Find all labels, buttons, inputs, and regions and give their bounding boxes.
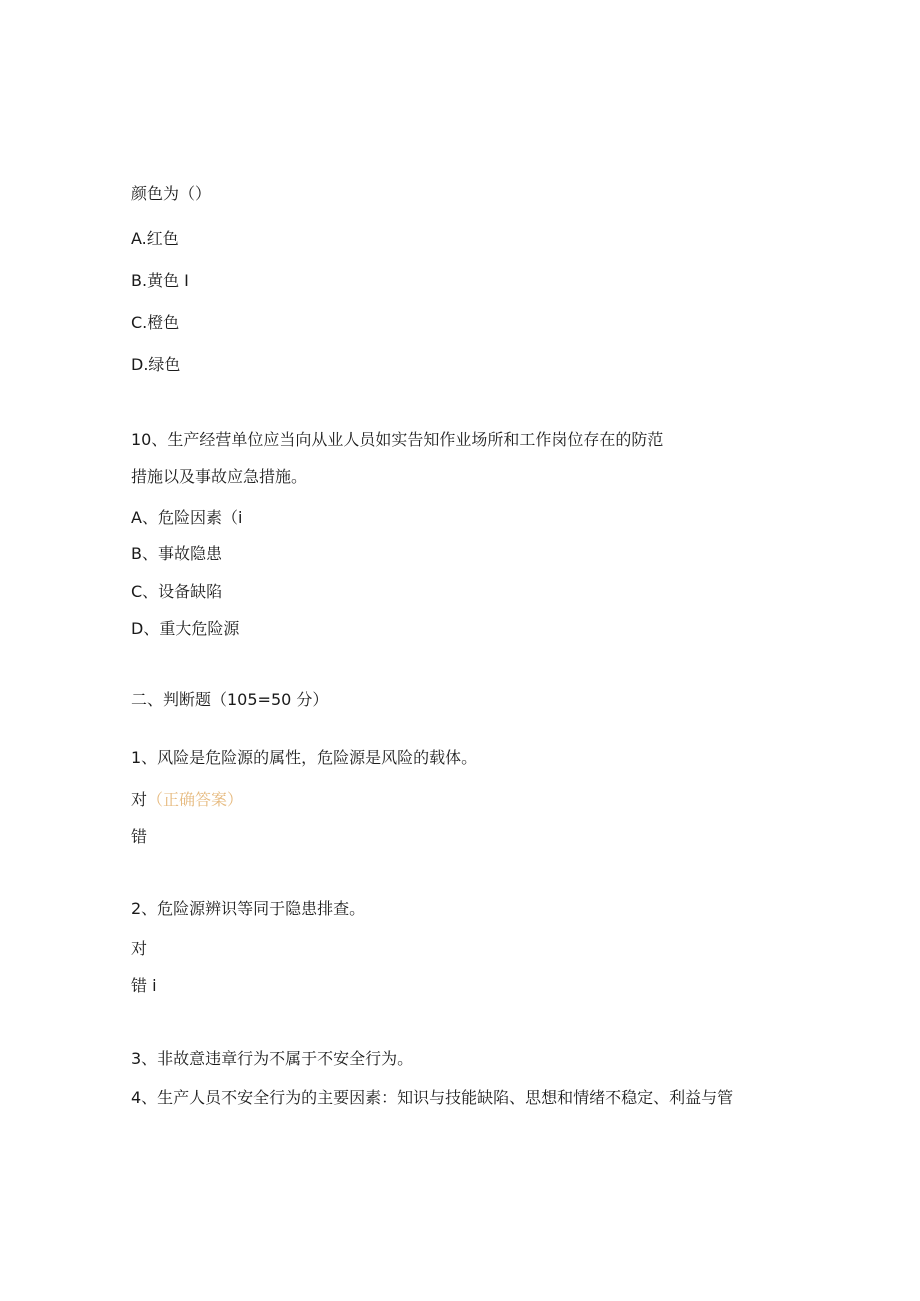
q10-stem-line2: 措施以及事故应急措施。: [131, 467, 308, 486]
q10-option-d: D、重大危险源: [131, 619, 240, 638]
q9-stem-end: 颜色为（）: [131, 184, 212, 203]
q9-option-c: C.橙色: [131, 313, 180, 332]
q10-option-b: B、事故隐患: [131, 544, 222, 563]
judge-q2-option-true: 对: [131, 939, 148, 958]
judge-q1-stem: 1、风险是危险源的属性，危险源是风险的载体。: [131, 748, 478, 767]
q10-option-a: A、危险因素（i: [131, 508, 243, 527]
judge-q3-stem: 3、非故意违章行为不属于不安全行为。: [131, 1049, 414, 1068]
judge-q1-option-false: 错: [131, 827, 148, 846]
q9-option-a: A.红色: [131, 229, 179, 248]
q10-stem-line1: 10、生产经营单位应当向从业人员如实告知作业场所和工作岗位存在的防范: [131, 430, 664, 449]
q10-option-c: C、设备缺陷: [131, 582, 223, 601]
judge-q1-true-label: 对: [131, 790, 148, 809]
judge-q4-stem: 4、生产人员不安全行为的主要因素：知识与技能缺陷、思想和情绪不稳定、利益与管: [131, 1088, 734, 1107]
judge-q2-stem: 2、危险源辨识等同于隐患排查。: [131, 899, 366, 918]
judge-q2-option-false: 错 i: [131, 976, 157, 995]
judge-q1-option-true: [131, 789, 243, 811]
q9-option-d: D.绿色: [131, 355, 181, 374]
q9-option-b: B.黄色 I: [131, 271, 189, 290]
section-2-title: 二、判断题（105=50 分）: [131, 690, 329, 709]
correct-answer-note: （正确答案）: [147, 790, 244, 809]
